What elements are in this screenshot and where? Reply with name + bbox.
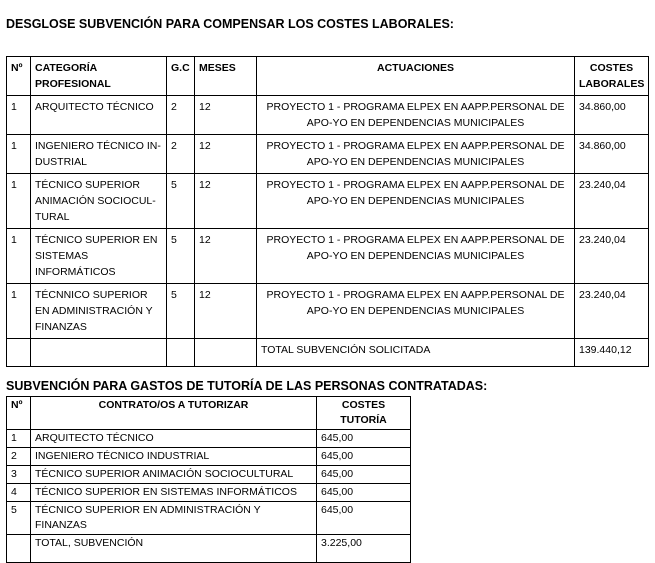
row-num: 2 (7, 448, 31, 466)
row-meses: 12 (195, 284, 257, 339)
total-gc-cell (167, 339, 195, 367)
row-coste: 34.860,00 (575, 96, 649, 135)
row-gc: 2 (167, 96, 195, 135)
row-categoria: TÉCNICO SUPERIOR EN SISTEMAS INFORMÁTICOS (31, 229, 167, 284)
row-actuacion: PROYECTO 1 - PROGRAMA ELPEX EN AAPP.PERSONAL DE APO-YO EN DEPENDENCIAS MUNICIPALES (257, 229, 575, 284)
row-categoria: INGENIERO TÉCNICO IN-DUSTRIAL (31, 135, 167, 174)
row-coste: 645,00 (317, 430, 411, 448)
row-categoria: TÉCNNICO SUPERIOR EN ADMINISTRACIÓN Y FINANZAS (31, 284, 167, 339)
table-row (7, 466, 411, 484)
header-contrato: CONTRATO/OS A TUTORIZAR (31, 397, 317, 430)
row-meses: 12 (195, 135, 257, 174)
row-num: 1 (7, 284, 31, 339)
header-costes-tutoria: COSTES TUTORÍA (317, 397, 411, 430)
total-row (7, 535, 411, 563)
row-meses: 12 (195, 229, 257, 284)
table-row (7, 284, 649, 339)
table-row (7, 484, 411, 502)
table-header-row (7, 57, 649, 96)
row-meses: 12 (195, 174, 257, 229)
row-contrato: INGENIERO TÉCNICO INDUSTRIAL (31, 448, 317, 466)
row-coste: 23.240,04 (575, 174, 649, 229)
row-coste: 645,00 (317, 502, 411, 535)
row-actuacion: PROYECTO 1 - PROGRAMA ELPEX EN AAPP.PERSONAL DE APO-YO EN DEPENDENCIAS MUNICIPALES (257, 174, 575, 229)
total-row (7, 339, 649, 367)
total-meses-cell (195, 339, 257, 367)
row-coste: 645,00 (317, 466, 411, 484)
table-row (7, 448, 411, 466)
table-row (7, 174, 649, 229)
table-row (7, 502, 411, 535)
row-num: 1 (7, 229, 31, 284)
header-num: Nº (7, 397, 31, 430)
table-row (7, 96, 649, 135)
total-value: 139.440,12 (575, 339, 649, 367)
row-coste: 23.240,04 (575, 284, 649, 339)
row-num: 1 (7, 174, 31, 229)
row-categoria: ARQUITECTO TÉCNICO (31, 96, 167, 135)
row-gc: 2 (167, 135, 195, 174)
header-meses: MESES (195, 57, 257, 96)
row-actuacion: PROYECTO 1 - PROGRAMA ELPEX EN AAPP.PERSONAL DE APO-YO EN DEPENDENCIAS MUNICIPALES (257, 96, 575, 135)
section2-title: SUBVENCIÓN PARA GASTOS DE TUTORÍA DE LAS PERSONAS CONTRATADAS: (6, 379, 488, 393)
row-gc: 5 (167, 229, 195, 284)
row-num: 1 (7, 430, 31, 448)
row-gc: 5 (167, 284, 195, 339)
row-gc: 5 (167, 174, 195, 229)
labor-costs-table (6, 56, 649, 367)
total-categoria-cell (31, 339, 167, 367)
row-coste: 645,00 (317, 484, 411, 502)
table-row (7, 430, 411, 448)
header-num: Nº (7, 57, 31, 96)
row-contrato: TÉCNICO SUPERIOR ANIMACIÓN SOCIOCULTURAL (31, 466, 317, 484)
header-costes: COSTES LABORALES (575, 57, 649, 96)
row-coste: 34.860,00 (575, 135, 649, 174)
total-value: 3.225,00 (317, 535, 411, 563)
total-label: TOTAL SUBVENCIÓN SOLICITADA (257, 339, 575, 367)
row-num: 1 (7, 135, 31, 174)
total-label: TOTAL, SUBVENCIÓN (31, 535, 317, 563)
total-num-cell (7, 339, 31, 367)
row-contrato: TÉCNICO SUPERIOR EN ADMINISTRACIÓN Y FINANZAS (31, 502, 317, 535)
total-num-cell (7, 535, 31, 563)
row-num: 3 (7, 466, 31, 484)
row-actuacion: PROYECTO 1 - PROGRAMA ELPEX EN AAPP.PERSONAL DE APO-YO EN DEPENDENCIAS MUNICIPALES (257, 284, 575, 339)
table-row (7, 135, 649, 174)
table-header-row (7, 397, 411, 430)
row-num: 5 (7, 502, 31, 535)
header-categoria: CATEGORÍA PROFESIONAL (31, 57, 167, 96)
row-coste: 23.240,04 (575, 229, 649, 284)
row-contrato: ARQUITECTO TÉCNICO (31, 430, 317, 448)
table-row (7, 229, 649, 284)
row-meses: 12 (195, 96, 257, 135)
row-categoria: TÉCNICO SUPERIOR ANIMACIÓN SOCIOCUL-TURAL (31, 174, 167, 229)
row-num: 4 (7, 484, 31, 502)
row-num: 1 (7, 96, 31, 135)
row-contrato: TÉCNICO SUPERIOR EN SISTEMAS INFORMÁTICOS (31, 484, 317, 502)
header-actuaciones: ACTUACIONES (257, 57, 575, 96)
section1-title: DESGLOSE SUBVENCIÓN PARA COMPENSAR LOS COSTES LABORALES: (6, 17, 454, 31)
row-coste: 645,00 (317, 448, 411, 466)
header-gc: G.C (167, 57, 195, 96)
row-actuacion: PROYECTO 1 - PROGRAMA ELPEX EN AAPP.PERSONAL DE APO-YO EN DEPENDENCIAS MUNICIPALES (257, 135, 575, 174)
tutoring-costs-table (6, 396, 411, 563)
